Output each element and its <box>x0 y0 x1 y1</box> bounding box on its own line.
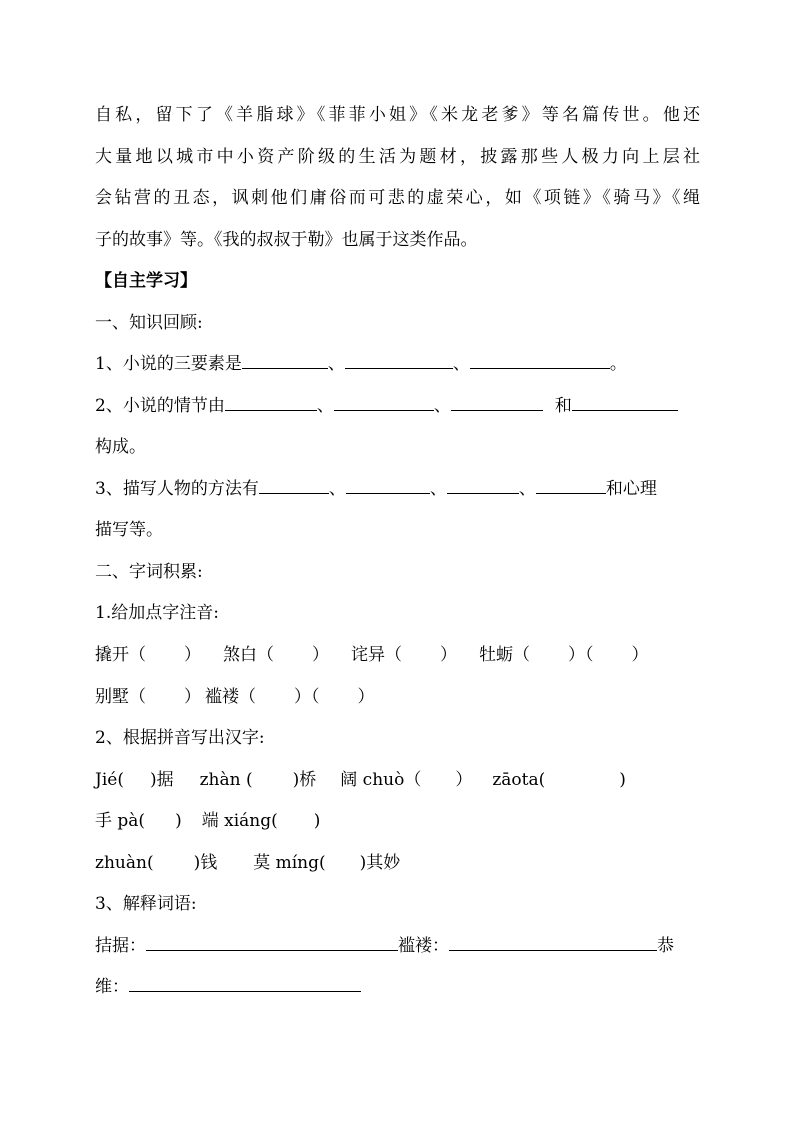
write-suffix: )桥 <box>292 769 317 790</box>
q3-sep-3: 、 <box>518 478 536 499</box>
write-row-1 <box>95 765 700 807</box>
intro-line-4: 子的故事》等。《我的叔叔于勒》也属于这类作品。 <box>95 229 478 250</box>
q3-sep-2: 、 <box>429 478 447 499</box>
word-qiaokai: 撬开（ <box>95 644 146 665</box>
q2-sep-1: 、 <box>316 395 334 416</box>
sub2-title: 2、根据拼音写出汉字: <box>95 728 265 748</box>
word-bieshu: 别墅（ <box>95 686 146 707</box>
write-suffix: ) <box>175 811 182 831</box>
q2-blank-3[interactable] <box>451 393 543 411</box>
part1-title: 一、知识回顾: <box>95 312 203 333</box>
question-3-cont: 描写等。 <box>95 520 163 540</box>
pinyin-chuo: 阔 chuò（ <box>340 769 422 790</box>
q2-and: 和 <box>554 395 572 416</box>
write-suffix: ) <box>313 811 321 831</box>
pinyin-zaota: zāota( <box>492 769 546 790</box>
q1-blank-3[interactable] <box>470 351 610 369</box>
pinyin-zhan: zhàn ( <box>199 769 253 790</box>
section-title: 【自主学习】 <box>95 271 197 291</box>
word-muli: 牡蛎（ <box>479 644 530 665</box>
question-3 <box>95 474 700 516</box>
explain-row-1 <box>95 931 700 973</box>
paren-close: ） <box>184 686 201 707</box>
pinyin-jie: Jié( <box>95 769 124 790</box>
write-suffix: )其妙 <box>359 852 401 873</box>
word-jieju: 拮据： <box>95 935 146 956</box>
word-chayi: 诧异（ <box>351 644 402 665</box>
word-gongwei-part2: 维： <box>95 977 129 997</box>
q2-blank-4[interactable] <box>572 393 678 411</box>
write-suffix: )据 <box>149 769 174 790</box>
paren-close: ） <box>312 644 329 665</box>
q2-prefix: 2、小说的情节由 <box>95 395 225 416</box>
q2-blank-2[interactable] <box>334 393 434 411</box>
question-2-cont: 构成。 <box>95 437 146 457</box>
q3-sep-1: 、 <box>328 478 346 499</box>
write-row-3 <box>95 848 700 890</box>
pinyin-zhuan: zhuàn( <box>95 852 154 873</box>
word-gongwei-part1: 恭 <box>657 935 674 956</box>
q1-sep-2: 、 <box>452 354 470 374</box>
q1-blank-1[interactable] <box>242 351 328 369</box>
explain-blank-gongwei[interactable] <box>129 974 361 992</box>
paren-close-open: ）（ <box>294 686 320 707</box>
word-lanlv-explain: 褴褛： <box>398 935 449 956</box>
q1-sep-1: 、 <box>327 354 345 374</box>
q3-blank-2[interactable] <box>346 476 430 494</box>
paren-close: ） <box>184 644 201 665</box>
intro-line-3: 会钻营的丑态，讽刺他们庸俗而可悲的虚荣心，如《项链》《骑马》《绳 <box>95 188 700 208</box>
word-shabai: 煞白（ <box>223 644 274 665</box>
write-suffix: )钱 <box>193 852 218 873</box>
question-1 <box>95 349 700 391</box>
paren-close: ） <box>357 686 375 707</box>
word-lanlv: 褴褛（ <box>205 686 256 707</box>
paren-close-open: ）（ <box>568 644 594 665</box>
paren-close: ） <box>631 644 649 665</box>
q3-blank-3[interactable] <box>447 476 519 494</box>
pinyin-pa: 手 pà( <box>95 811 146 831</box>
q1-prefix: 1、小说的三要素是 <box>95 354 242 374</box>
pinyin-ming: 莫 míng( <box>253 852 326 873</box>
q2-sep-2: 、 <box>433 395 451 416</box>
pinyin-row-1 <box>95 640 700 682</box>
paren-close: ） <box>440 644 457 665</box>
intro-line-1: 自私，留下了《羊脂球》《菲菲小姐》《米龙老爹》等名篇传世。他还 <box>95 105 700 125</box>
explain-blank-lanlv[interactable] <box>449 933 657 951</box>
pinyin-row-2 <box>95 682 700 724</box>
explain-row-2 <box>95 972 700 1014</box>
sub3-title: 3、解释词语: <box>95 894 197 914</box>
q3-blank-1[interactable] <box>259 476 329 494</box>
q3-suffix: 和心理 <box>605 478 657 499</box>
question-2 <box>95 391 700 433</box>
write-row-2 <box>95 806 700 848</box>
pinyin-xiang: 端 xiáng( <box>201 811 278 831</box>
part2-title: 二、字词积累: <box>95 561 203 582</box>
q2-blank-1[interactable] <box>225 393 317 411</box>
write-suffix: ) <box>619 769 626 790</box>
q3-prefix: 3、描写人物的方法有 <box>95 478 259 499</box>
sub1-title: 1.给加点字注音: <box>95 603 219 623</box>
q1-end: 。 <box>609 354 627 374</box>
write-suffix: ） <box>455 769 473 790</box>
q3-blank-4[interactable] <box>536 476 606 494</box>
intro-line-2: 大量地以城市中小资产阶级的生活为题材，披露那些人极力向上层社 <box>95 146 700 167</box>
q1-blank-2[interactable] <box>345 351 453 369</box>
document-page <box>95 100 700 1014</box>
explain-blank-jieju[interactable] <box>146 933 398 951</box>
